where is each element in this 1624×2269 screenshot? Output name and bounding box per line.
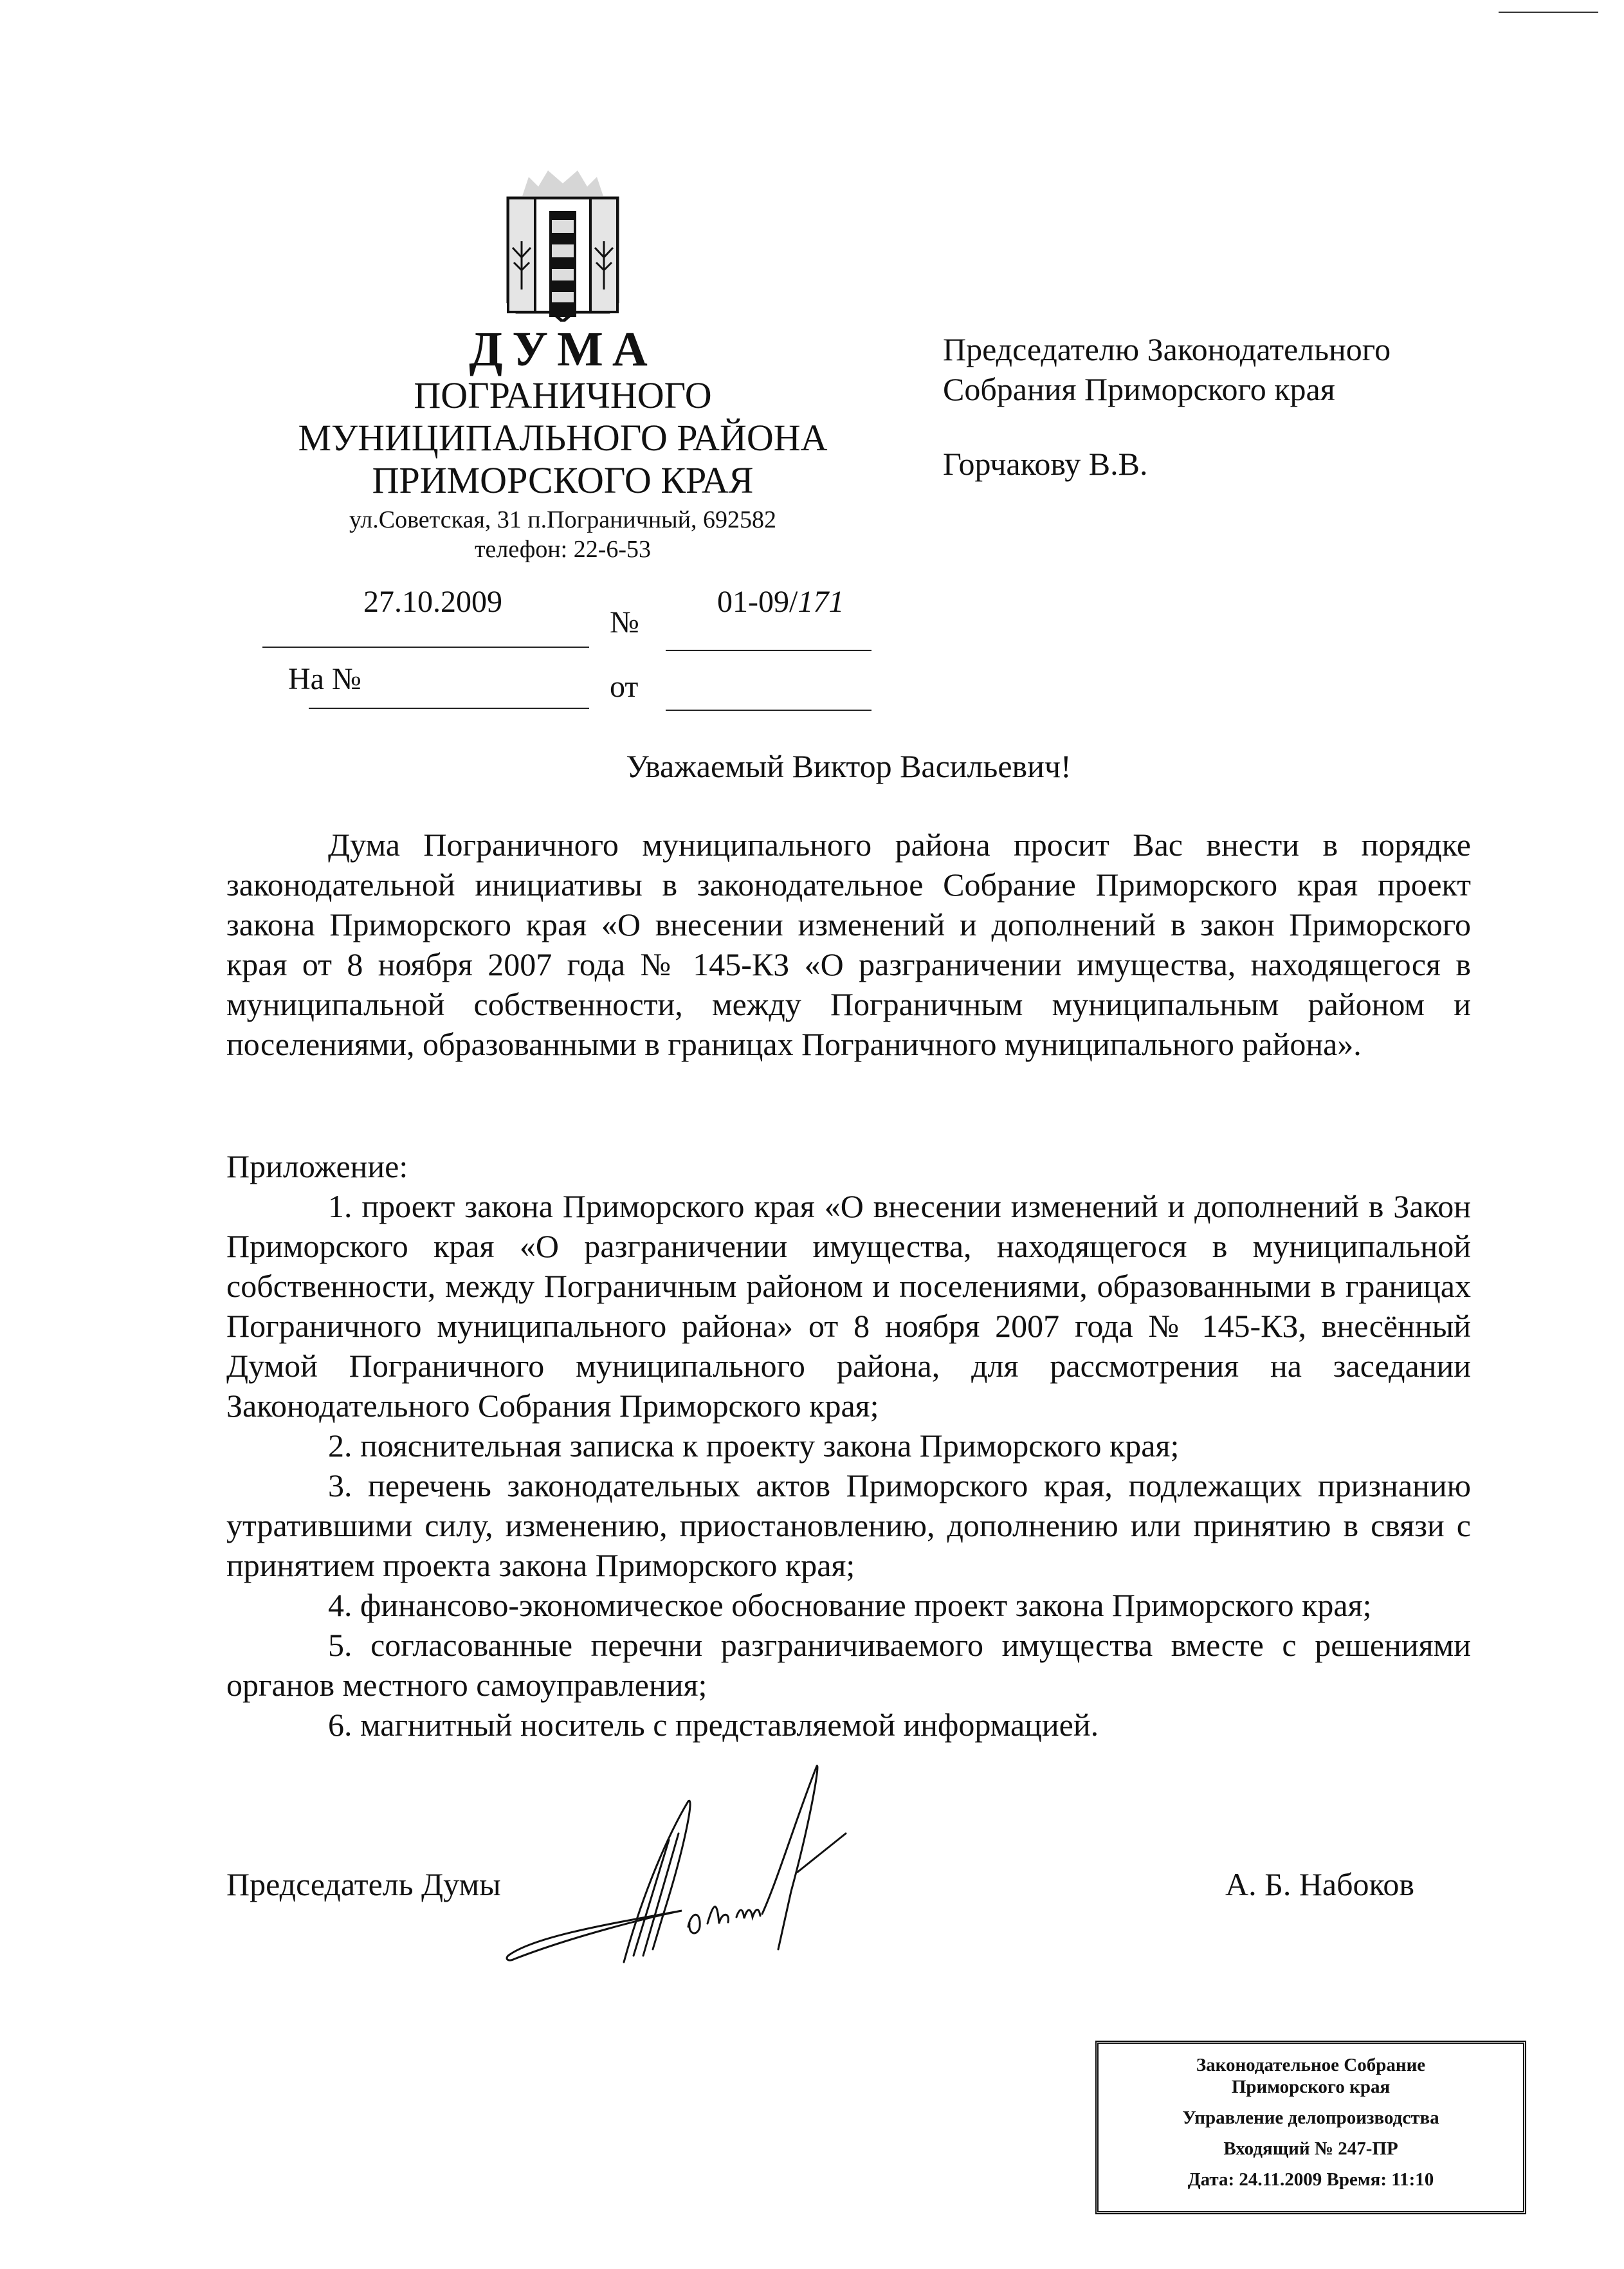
- signatory-role: Председатель Думы: [226, 1866, 501, 1902]
- attachment-item: 6. магнитный носитель с представляемой информацией.: [328, 1707, 1099, 1743]
- addressee-line-1: Председателю Законодательного: [943, 331, 1391, 367]
- stamp-datetime: Дата: 24.11.2009 Время: 11:10: [1187, 2169, 1434, 2190]
- outgoing-date: 27.10.2009: [363, 585, 502, 619]
- attachment-item: 3. перечень законодательных актов Приморского края, подлежащих признанию утратившими силу, изменению, приостановлению, дополнению или принятию в связи с принятием проекта закона Приморского края;: [226, 1467, 1471, 1583]
- body-paragraph: Дума Пограничного муниципального района просит Вас внести в порядке законодательной инициативы в законодательное Собрание Приморского края проект закона Приморского края «О внесении изменений и дополнений в закон Приморского края от 8 ноября 2007 года № 145-КЗ «О разграничении имущества, находящегося в муниципальной собственности, между Пограничным муниципальным районом и поселениями, образованными в границах Пограничного муниципального района».: [226, 827, 1471, 1062]
- addressee-name: Горчакову В.В.: [943, 446, 1148, 482]
- salutation: Уважаемый Виктор Васильевич!: [626, 748, 1072, 784]
- number-label: №: [610, 605, 639, 639]
- letterhead-phone: телефон: 22-6-53: [474, 536, 652, 563]
- outgoing-number-handwritten: 171: [798, 585, 844, 619]
- handwritten-signature-icon: [495, 1763, 1061, 1975]
- letterhead-title: ДУМА: [469, 322, 657, 376]
- addressee-line-2: Собрания Приморского края: [943, 371, 1335, 407]
- letterhead-line-1: ПОГРАНИЧНОГО: [414, 374, 712, 416]
- coat-of-arms-icon: [503, 161, 623, 322]
- attachment-item: 1. проект закона Приморского края «О внесении изменений и дополнений в Закон Приморского края «О разграничении имущества, находящегося в муниципальной собственности, между Пограничным районом и поселениями, образованными в границах Пограничного муниципального района» от 8 ноября 2007 года № 145-КЗ, внесённый Думой Пограничного муниципального района, для рассмотрения на заседании Законодательного Собрания Приморского края;: [226, 1188, 1471, 1424]
- number-underline: [666, 650, 871, 651]
- attachments-heading: Приложение:: [226, 1148, 408, 1184]
- stamp-incoming-number: Входящий № 247-ПР: [1223, 2138, 1398, 2159]
- attachment-item: 2. пояснительная записка к проекту закона Приморского края;: [328, 1428, 1180, 1464]
- reply-number-underline: [309, 708, 589, 709]
- incoming-registration-stamp: [1095, 2041, 1526, 2214]
- stamp-org-line-2: Приморского края: [1231, 2077, 1391, 2097]
- stamp-org-line-1: Законодательное Собрание: [1196, 2055, 1426, 2075]
- outgoing-number: [717, 584, 844, 620]
- stamp-department: Управление делопроизводства: [1182, 2108, 1439, 2128]
- letterhead-address: ул.Советская, 31 п.Пограничный, 692582: [349, 506, 777, 533]
- scan-artifact-line: [1499, 12, 1598, 13]
- attachments-list: [226, 1186, 1471, 1745]
- reply-from-underline: [666, 710, 871, 711]
- attachment-item: 5. согласованные перечни разграничиваемого имущества вместе с решениями органов местного самоуправления;: [226, 1627, 1471, 1703]
- attachment-item: 4. финансово-экономическое обоснование проект закона Приморского края;: [328, 1587, 1372, 1623]
- date-underline: [262, 647, 589, 648]
- reply-number-label: На №: [288, 662, 361, 696]
- letterhead-line-3: ПРИМОРСКОГО КРАЯ: [372, 459, 754, 501]
- letterhead-line-2: МУНИЦИПАЛЬНОГО РАЙОНА: [298, 417, 828, 459]
- reply-from-label: от: [610, 670, 639, 704]
- signatory-name: А. Б. Набоков: [1225, 1866, 1414, 1902]
- outgoing-number-printed: 01-09/: [717, 585, 798, 619]
